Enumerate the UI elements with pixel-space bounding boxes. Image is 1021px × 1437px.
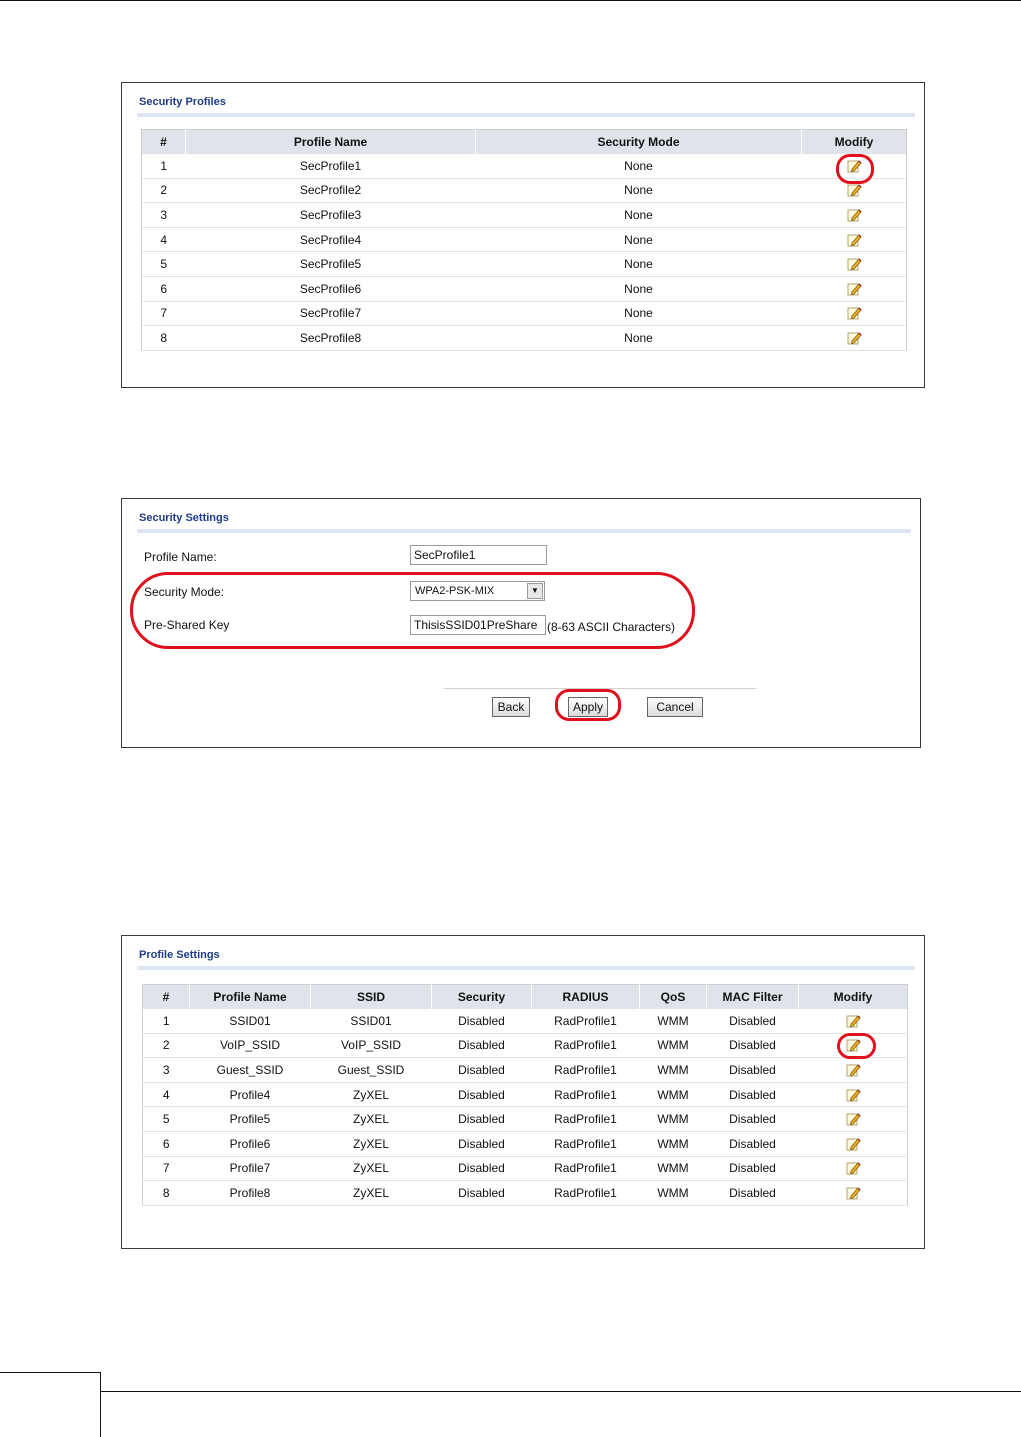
qos-cell: WMM [640,1058,707,1083]
panel-title: Profile Settings [139,949,220,961]
row-number: 2 [142,178,186,203]
security-profiles-panel [121,82,925,388]
qos-cell: WMM [640,1156,707,1181]
row-number: 1 [143,1009,190,1033]
edit-pencil-icon[interactable] [845,1037,861,1053]
edit-pencil-icon[interactable] [846,232,862,248]
profile-name-cell: SecProfile5 [186,252,476,277]
panel-title: Security Profiles [139,96,226,108]
row-number: 4 [142,227,186,252]
mac-filter-cell: Disabled [707,1058,799,1083]
column-header: Profile Name [186,130,476,155]
profile-name-input[interactable]: SecProfile1 [410,545,547,565]
security-cell: Disabled [432,1033,532,1058]
qos-cell: WMM [640,1131,707,1156]
column-header: RADIUS [532,985,640,1010]
footer-page-box [0,1372,101,1437]
profile-name-cell: SecProfile8 [186,326,476,351]
modify-cell[interactable] [802,154,907,178]
profile-name-cell: SSID01 [190,1009,311,1033]
security-cell: Disabled [432,1131,532,1156]
row-number: 3 [142,203,186,228]
security-cell: Disabled [432,1009,532,1033]
row-number: 7 [142,301,186,326]
security-settings-panel [121,498,921,748]
psk-input[interactable]: ThisisSSID01PreShare [410,615,546,635]
mac-filter-cell: Disabled [707,1009,799,1033]
table-row [143,1156,908,1181]
ssid-cell: ZyXEL [311,1156,432,1181]
radius-cell: RadProfile1 [532,1181,640,1206]
radius-cell: RadProfile1 [532,1009,640,1033]
modify-cell[interactable] [802,252,907,277]
row-number: 2 [143,1033,190,1058]
profile-settings-panel [121,935,925,1249]
mac-filter-cell: Disabled [707,1181,799,1206]
column-header: Security [432,985,532,1010]
mac-filter-cell: Disabled [707,1107,799,1132]
modify-cell[interactable] [802,227,907,252]
profile-name-cell: SecProfile7 [186,301,476,326]
qos-cell: WMM [640,1107,707,1132]
row-number: 5 [142,252,186,277]
column-header: Profile Name [190,985,311,1010]
edit-pencil-icon[interactable] [845,1136,861,1152]
column-header: SSID [311,985,432,1010]
radius-cell: RadProfile1 [532,1033,640,1058]
edit-pencil-icon[interactable] [846,207,862,223]
apply-button[interactable]: Apply [568,697,608,717]
table-row [142,154,907,178]
modify-cell[interactable] [802,203,907,228]
ssid-cell: VoIP_SSID [311,1033,432,1058]
row-number: 8 [142,326,186,351]
table-row [143,1033,908,1058]
edit-pencil-icon[interactable] [846,256,862,272]
qos-cell: WMM [640,1181,707,1206]
table-row [142,227,907,252]
modify-cell[interactable] [799,1107,908,1132]
mac-filter-cell: Disabled [707,1033,799,1058]
table-row [142,203,907,228]
radius-cell: RadProfile1 [532,1058,640,1083]
ssid-cell: ZyXEL [311,1131,432,1156]
row-number: 3 [143,1058,190,1083]
table-row [143,1009,908,1033]
security-profiles-table [141,129,907,351]
title-divider [137,966,915,970]
table-row [143,1181,908,1206]
column-header: MAC Filter [707,985,799,1010]
security-mode-cell: None [476,203,802,228]
row-number: 7 [143,1156,190,1181]
edit-pencil-icon[interactable] [845,1087,861,1103]
edit-pencil-icon[interactable] [846,182,862,198]
psk-hint: (8-63 ASCII Characters) [547,620,676,634]
radius-cell: RadProfile1 [532,1107,640,1132]
radius-cell: RadProfile1 [532,1131,640,1156]
edit-pencil-icon[interactable] [845,1111,861,1127]
security-mode-cell: None [476,301,802,326]
security-mode-cell: None [476,276,802,301]
edit-pencil-icon[interactable] [846,158,862,174]
edit-pencil-icon[interactable] [846,305,862,321]
security-mode-label: Security Mode: [144,585,225,599]
panel-title: Security Settings [139,512,229,524]
radius-cell: RadProfile1 [532,1082,640,1107]
security-cell: Disabled [432,1156,532,1181]
column-header: # [143,985,190,1010]
ssid-cell: ZyXEL [311,1107,432,1132]
title-divider [137,529,911,533]
modify-cell[interactable] [799,1009,908,1033]
modify-cell[interactable] [802,326,907,351]
column-header: Modify [802,130,907,155]
profile-name-label: Profile Name: [144,550,217,564]
modify-cell[interactable] [802,178,907,203]
table-row [142,252,907,277]
profile-name-cell: SecProfile6 [186,276,476,301]
qos-cell: WMM [640,1033,707,1058]
modify-cell[interactable] [799,1131,908,1156]
modify-cell[interactable] [799,1156,908,1181]
back-button[interactable]: Back [492,697,530,717]
column-header: Modify [799,985,908,1010]
table-row [142,276,907,301]
security-cell: Disabled [432,1181,532,1206]
security-cell: Disabled [432,1107,532,1132]
table-row [143,1131,908,1156]
row-number: 4 [143,1082,190,1107]
qos-cell: WMM [640,1009,707,1033]
profile-name-cell: Guest_SSID [190,1058,311,1083]
modify-cell[interactable] [799,1181,908,1206]
modify-cell[interactable] [799,1033,908,1058]
modify-cell[interactable] [802,301,907,326]
table-row [143,1058,908,1083]
row-number: 6 [143,1131,190,1156]
ssid-cell: Guest_SSID [311,1058,432,1083]
chevron-down-icon[interactable]: ▼ [527,583,543,599]
modify-cell[interactable] [799,1058,908,1083]
profile-name-cell: Profile4 [190,1082,311,1107]
ssid-cell: ZyXEL [311,1082,432,1107]
column-header: # [142,130,186,155]
title-divider [137,113,915,117]
security-cell: Disabled [432,1082,532,1107]
table-header-row [143,985,908,1010]
edit-pencil-icon[interactable] [845,1185,861,1201]
security-mode-cell: None [476,154,802,178]
security-mode-cell: None [476,178,802,203]
profile-name-cell: SecProfile4 [186,227,476,252]
profile-name-cell: SecProfile3 [186,203,476,228]
modify-cell[interactable] [802,276,907,301]
security-mode-value: WPA2-PSK-MIX [415,585,495,597]
row-number: 5 [143,1107,190,1132]
profile-settings-table [142,984,908,1206]
profile-name-cell: Profile8 [190,1181,311,1206]
edit-pencil-icon[interactable] [846,281,862,297]
profile-name-cell: VoIP_SSID [190,1033,311,1058]
table-row [142,326,907,351]
profile-name-cell: Profile6 [190,1131,311,1156]
edit-pencil-icon[interactable] [845,1013,861,1029]
security-mode-cell: None [476,227,802,252]
mac-filter-cell: Disabled [707,1156,799,1181]
button-separator [444,688,756,689]
column-header: Security Mode [476,130,802,155]
security-mode-cell: None [476,252,802,277]
cancel-button[interactable]: Cancel [647,697,703,717]
security-cell: Disabled [432,1058,532,1083]
page-top-rule [0,0,1021,1]
edit-pencil-icon[interactable] [845,1062,861,1078]
edit-pencil-icon[interactable] [845,1160,861,1176]
edit-pencil-icon[interactable] [846,330,862,346]
column-header: QoS [640,985,707,1010]
table-row [143,1107,908,1132]
profile-name-cell: Profile7 [190,1156,311,1181]
table-header-row [142,130,907,155]
footer-rule [101,1391,1021,1392]
security-mode-select[interactable] [410,581,545,601]
mac-filter-cell: Disabled [707,1131,799,1156]
modify-cell[interactable] [799,1082,908,1107]
table-row [142,178,907,203]
row-number: 6 [142,276,186,301]
row-number: 1 [142,154,186,178]
ssid-cell: SSID01 [311,1009,432,1033]
mac-filter-cell: Disabled [707,1082,799,1107]
security-mode-cell: None [476,326,802,351]
table-row [143,1082,908,1107]
ssid-cell: ZyXEL [311,1181,432,1206]
profile-name-cell: Profile5 [190,1107,311,1132]
profile-name-cell: SecProfile1 [186,154,476,178]
table-row [142,301,907,326]
row-number: 8 [143,1181,190,1206]
qos-cell: WMM [640,1082,707,1107]
psk-label: Pre-Shared Key [144,618,230,632]
radius-cell: RadProfile1 [532,1156,640,1181]
profile-name-cell: SecProfile2 [186,178,476,203]
